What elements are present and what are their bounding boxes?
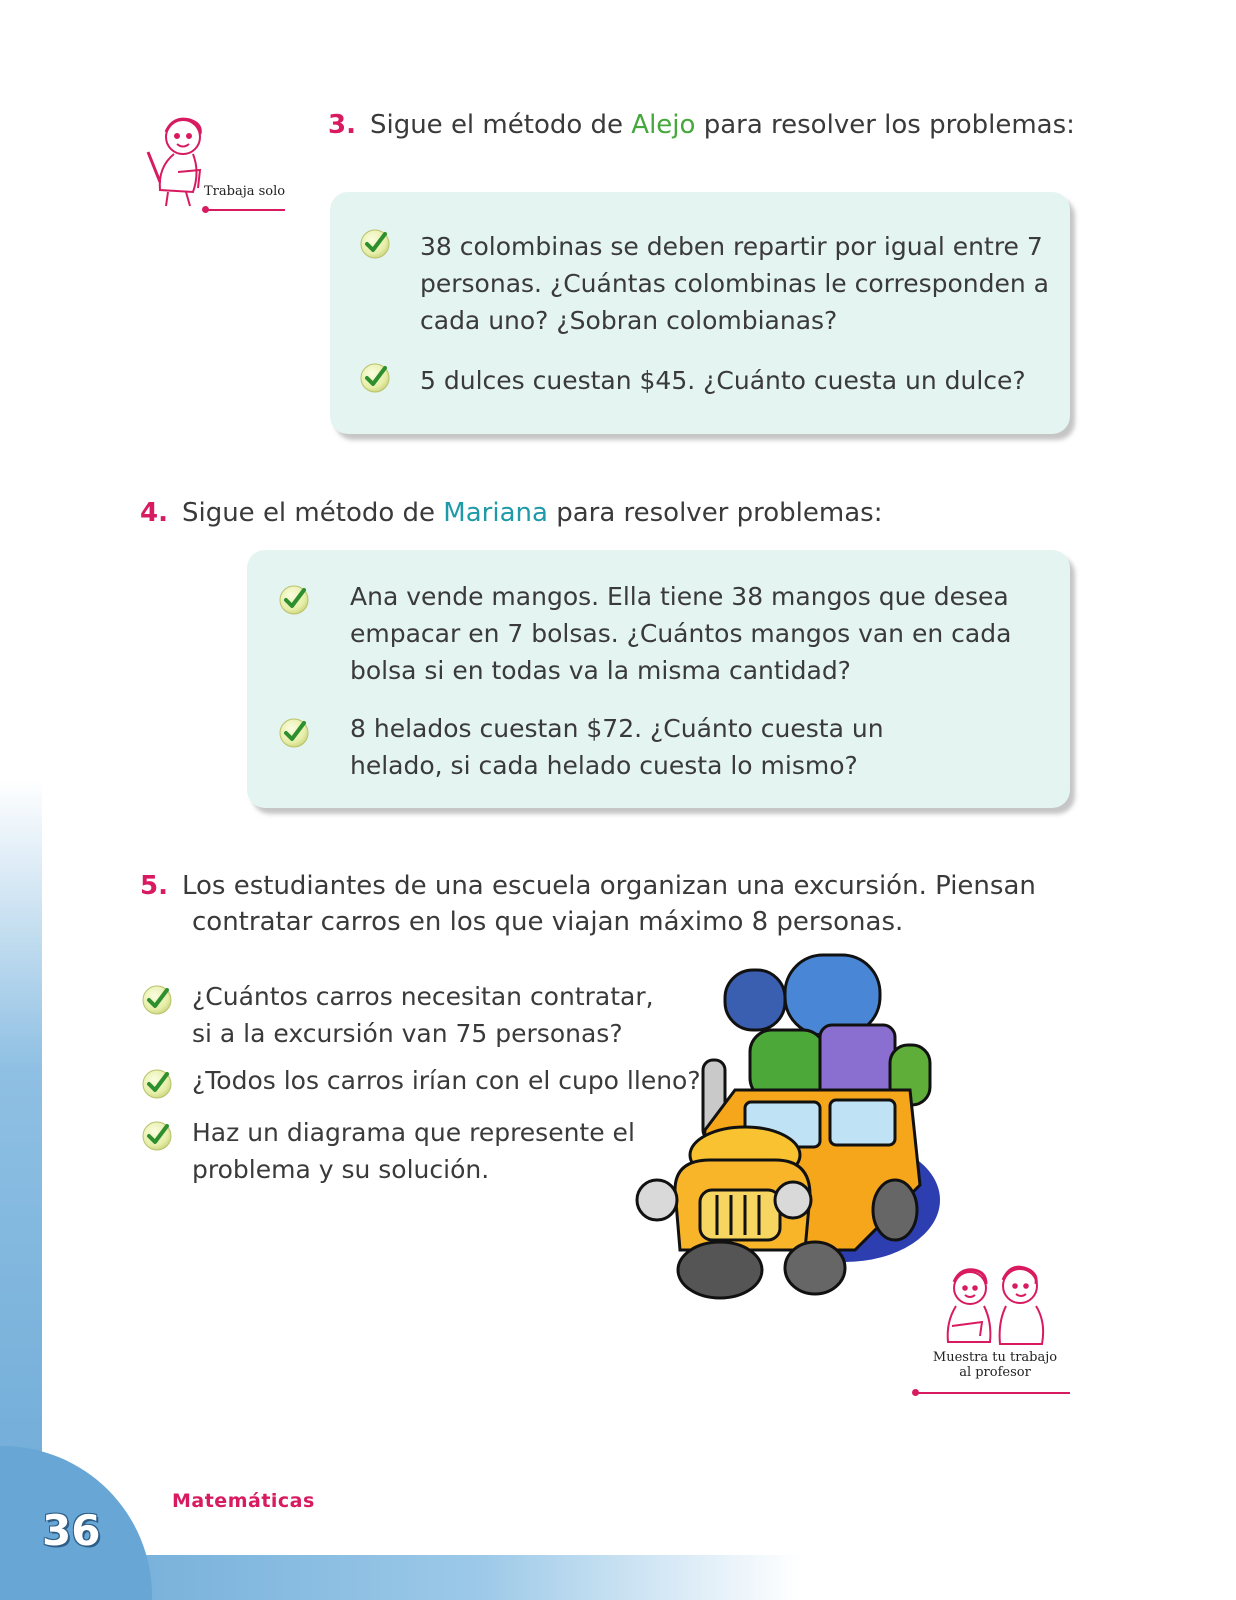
exercise-number: 4. xyxy=(140,498,168,528)
problem-line: 38 colombinas se deben repartir por igual entre 7 xyxy=(420,232,1043,261)
exercise-5-heading xyxy=(140,871,1036,901)
method-name-mariana: Mariana xyxy=(443,498,548,528)
exercise-3-card xyxy=(330,192,1070,434)
exercise-4-heading xyxy=(140,498,882,528)
check-icon xyxy=(140,1118,174,1152)
problem-item xyxy=(420,362,1026,399)
show-teacher-label xyxy=(920,1350,1070,1380)
two-children-sketch-icon xyxy=(932,1262,1056,1352)
exercise-number: 5. xyxy=(140,871,168,901)
problem-item xyxy=(350,710,884,784)
check-icon xyxy=(140,982,174,1016)
question-line: Haz un diagrama que represente el xyxy=(192,1118,635,1147)
problem-line: bolsa si en todas va la misma cantidad? xyxy=(350,656,851,685)
check-icon xyxy=(358,226,392,260)
heading-text: para resolver los problemas: xyxy=(703,110,1075,140)
check-icon xyxy=(140,1066,174,1100)
question-line: ¿Cuántos carros necesitan contratar, xyxy=(192,982,654,1011)
question-line: ¿Todos los carros irían con el cupo lleno? xyxy=(192,1066,701,1095)
check-icon xyxy=(277,715,311,749)
problem-line: personas. ¿Cuántas colombinas le corresponden a xyxy=(420,269,1050,298)
question-item xyxy=(192,1114,635,1188)
problem-line: empacar en 7 bolsas. ¿Cuántos mangos van en cada xyxy=(350,619,1012,648)
check-icon xyxy=(358,360,392,394)
exercise-number: 3. xyxy=(328,110,356,140)
heading-text: Sigue el método de xyxy=(369,110,624,140)
problem-line: Ana vende mangos. Ella tiene 38 mangos que desea xyxy=(350,582,1009,611)
method-name-alejo: Alejo xyxy=(631,110,696,140)
question-item xyxy=(192,978,654,1052)
heading-text: Los estudiantes de una escuela organizan una excursión. Piensan xyxy=(181,871,1036,901)
page-number: 36 xyxy=(42,1506,101,1555)
work-alone-label: Trabaja solo xyxy=(204,184,286,199)
problem-line: helado, si cada helado cuesta lo mismo? xyxy=(350,751,858,780)
problem-item xyxy=(350,578,1011,689)
exercise-4-card xyxy=(247,550,1070,808)
heading-text: Sigue el método de xyxy=(181,498,436,528)
question-line: si a la excursión van 75 personas? xyxy=(192,1019,623,1048)
show-teacher-underline xyxy=(916,1392,1070,1394)
problem-line: cada uno? ¿Sobran colombianas? xyxy=(420,306,838,335)
question-line: problema y su solución. xyxy=(192,1155,490,1184)
heading-text: para resolver problemas: xyxy=(556,498,883,528)
problem-line: 5 dulces cuestan $45. ¿Cuánto cuesta un dulce? xyxy=(420,366,1026,395)
work-alone-underline xyxy=(205,209,285,211)
exercise-5-heading-line2: contratar carros en los que viajan máximo 8 personas. xyxy=(192,907,904,937)
footer-subject: Matemáticas xyxy=(172,1490,315,1512)
exercise-3-heading xyxy=(328,110,1075,140)
check-icon xyxy=(277,582,311,616)
problem-item xyxy=(420,228,1049,339)
problem-line: 8 helados cuestan $72. ¿Cuánto cuesta un xyxy=(350,714,884,743)
show-teacher-line: al profesor xyxy=(959,1365,1031,1380)
show-teacher-line: Muestra tu trabajo xyxy=(932,1350,1058,1365)
loaded-jeep-illustration xyxy=(625,950,945,1310)
